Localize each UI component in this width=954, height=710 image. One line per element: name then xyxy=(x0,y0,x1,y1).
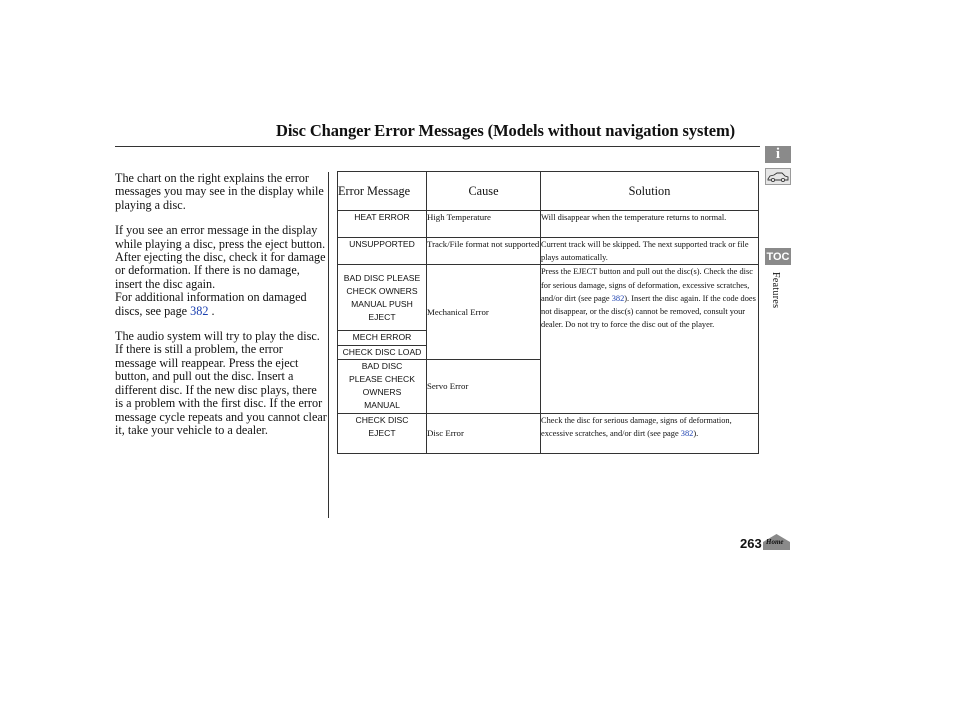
toc-button[interactable] xyxy=(765,248,791,265)
message-cell: BAD DISC PLEASE CHECK OWNERS MANUAL xyxy=(338,359,427,413)
solution-cell: Current track will be skipped. The next supported track or file plays automatically. xyxy=(541,238,759,265)
car-icon[interactable] xyxy=(765,168,791,185)
home-label: Home xyxy=(766,538,784,546)
intro-paragraph-2: If you see an error message in the display while playing a disc, press the eject button. After ejecting the disc, check it for damage or deformation. If there is no damage, insert the disc again. xyxy=(115,223,326,291)
intro-text xyxy=(115,172,327,449)
page-link-382[interactable]: 382 xyxy=(680,428,694,438)
page-link-382[interactable]: 382 xyxy=(190,303,209,318)
table-row xyxy=(338,413,759,453)
message-cell: UNSUPPORTED xyxy=(338,238,427,265)
table-row xyxy=(338,265,759,331)
page-link-382[interactable]: 382 xyxy=(611,293,625,303)
title-divider xyxy=(115,146,760,147)
solution-text: ). Insert the disc again. If the code does not disappear, or the disc(s) cannot be removed, consult your dealer. Do not try to force the disc out of the player. xyxy=(541,293,756,330)
table-row xyxy=(338,238,759,265)
message-cell: CHECK DISC EJECT xyxy=(338,413,427,453)
header-solution: Solution xyxy=(541,172,759,211)
message-cell: MECH ERROR xyxy=(338,331,427,345)
info-icon-glyph: i xyxy=(775,146,781,162)
table-row xyxy=(338,211,759,238)
message-cell: CHECK DISC LOAD xyxy=(338,345,427,359)
cause-cell: Servo Error xyxy=(427,359,541,413)
info-icon[interactable] xyxy=(765,146,791,163)
car-silhouette-icon xyxy=(767,171,789,183)
intro-paragraph-3-suffix: . xyxy=(208,303,215,318)
header-cause: Cause xyxy=(427,172,541,211)
intro-paragraph-4: The audio system will try to play the disc. If there is still a problem, the error message will reappear. Press the eject button, and pull out the disc. Insert a different disc. If the new disc plays, there is a problem with the first disc. If the error message cycle repeats and you cannot clear it, take your vehicle to a dealer. xyxy=(115,329,327,437)
cause-cell: Mechanical Error xyxy=(427,265,541,359)
solution-text: ). xyxy=(693,428,699,438)
table-header-row xyxy=(338,172,759,211)
intro-paragraph-1: The chart on the right explains the error messages you may see in the display while playing a disc. xyxy=(115,171,324,212)
column-divider xyxy=(328,172,329,518)
page-title: Disc Changer Error Messages (Models without navigation system) xyxy=(276,121,735,140)
cause-cell: High Temperature xyxy=(427,211,541,238)
cause-cell: Disc Error xyxy=(427,413,541,453)
message-cell: HEAT ERROR xyxy=(338,211,427,238)
message-cell: BAD DISC PLEASE CHECK OWNERS MANUAL PUSH EJECT xyxy=(338,265,427,331)
error-table xyxy=(337,171,759,454)
toc-label: TOC xyxy=(766,250,790,263)
section-label: Features xyxy=(770,272,781,309)
cause-cell: Track/File format not supported xyxy=(427,238,541,265)
solution-cell: Will disappear when the temperature returns to normal. xyxy=(541,211,759,238)
solution-cell xyxy=(541,265,759,413)
intro-paragraph-3-text: For additional information on damaged discs, see page xyxy=(115,290,307,318)
page-number: 263 xyxy=(740,536,762,551)
solution-cell xyxy=(541,413,759,453)
intro-paragraph-3 xyxy=(115,291,327,318)
solution-text: Press the EJECT button and pull out the disc(s). Check the disc for serious damage, signs of deformation, excessive scratches, and/or dirt (see page xyxy=(541,267,753,303)
solution-text: Check the disc for serious damage, signs of deformation, excessive scratches, and/or dirt (see page xyxy=(541,415,732,438)
header-error-message: Error Message xyxy=(338,172,427,211)
